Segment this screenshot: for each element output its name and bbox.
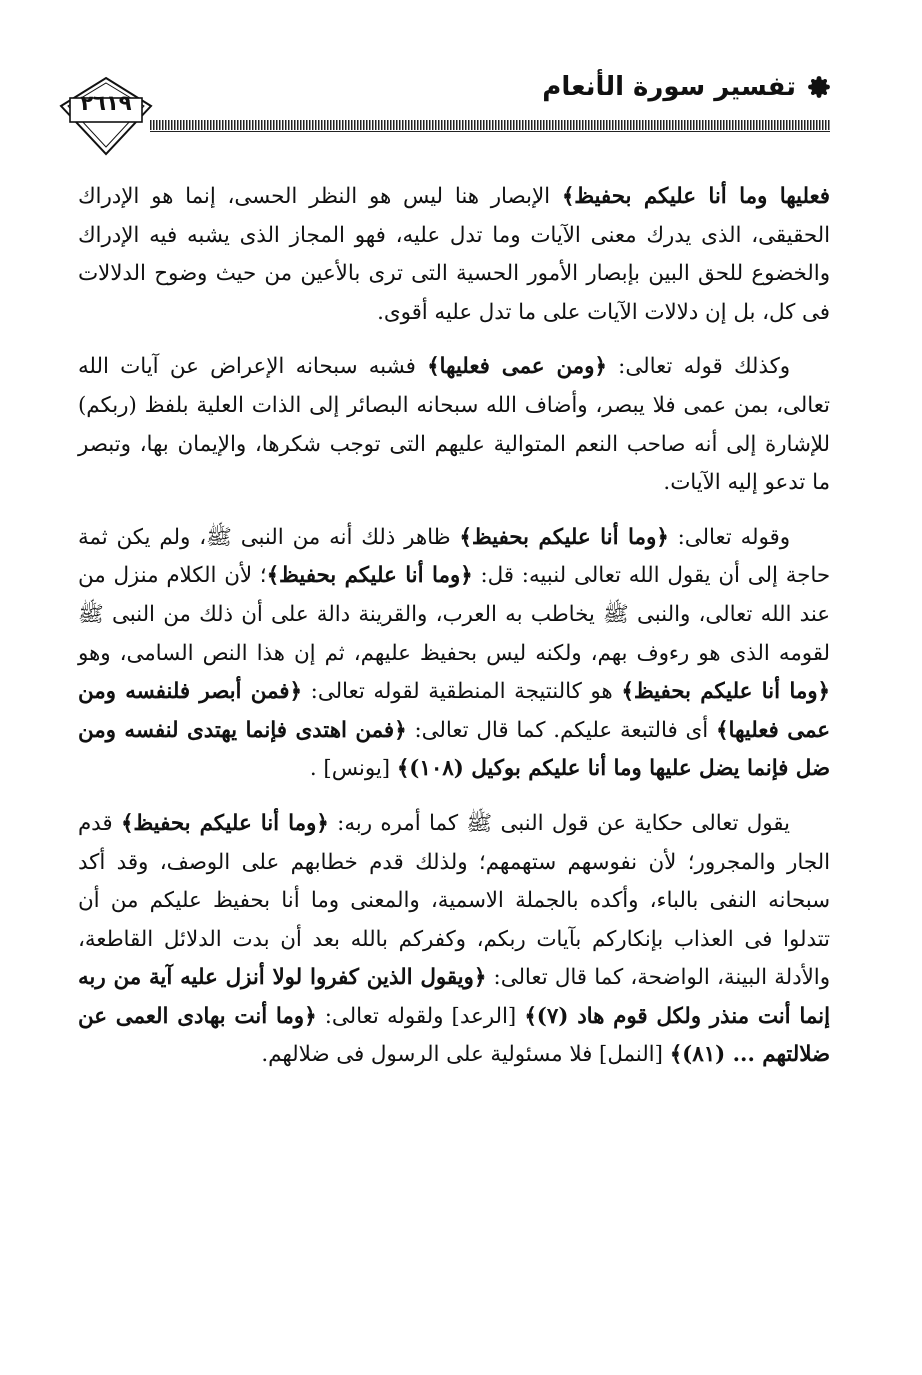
quran-verse: ﴿وما أنا عليكم بحفيظ﴾ [266,563,473,589]
commentary-text: ظاهر ذلك أنه من النبى ﷺ، ولم يكن ثمة حاجة إلى أن يقول الله تعالى لنبيه: قل: [78,524,830,589]
paragraph [78,519,830,789]
commentary-text: [الرعد] ولقوله تعالى: [316,1003,525,1029]
page-number: ٢٦١٩ [80,91,132,115]
commentary-text: أى فالتبعة عليكم. كما قال تعالى: [406,717,716,743]
commentary-text: وكذلك قوله تعالى: [606,354,791,380]
commentary-text: يقول تعالى حكاية عن قول النبى ﷺ كما أمره ربه: [328,810,790,836]
header-title-group [542,72,830,102]
quran-verse: ﴿ويقول الذين كفروا لولا أنزل عليه آية من ربه إنما أنت منذر ولكل قوم هاد (٧)﴾ [78,965,831,1029]
paragraph [78,348,830,502]
quran-verse: فعليها وما أنا عليكم بحفيظ﴾ [561,184,830,209]
flower-ornament-icon [808,76,830,98]
paragraph [78,805,830,1075]
commentary-text: [يونس] . [309,756,397,782]
commentary-text: [النمل] فلا مسئولية على الرسول فى ضلالهم. [261,1042,670,1068]
quran-verse: ﴿ومن عمى فعليها﴾ [427,354,607,380]
quran-verse: ﴿وما أنا عليكم بحفيظ﴾ [621,679,830,705]
quran-verse: ﴿وما أنا عليكم بحفيظ﴾ [120,810,329,836]
header-rule [150,120,830,130]
commentary-text: هو كالنتيجة المنطقية لقوله تعالى: [301,679,622,705]
page-header [58,62,830,162]
commentary-text: فشبه سبحانه الإعراض عن آيات الله تعالى، بمن عمى فلا يبصر، وأضاف الله سبحانه البصائر إلى الذات العلية بلفظ (ربكم) للإشارة إلى أنه صاحب النعم المتوالية عليهم التى توجب شكرها، والإيمان بها، وتبصر ما تدعو إليه الآيات. [78,354,830,496]
commentary-text: ؛ لأن الكلام منزل من عند الله تعالى، والنبى ﷺ يخاطب به العرب، والقرينة دالة على أن ذلك من النبى ﷺ لقومه الذى هو رءوف بهم، ولكنه ليس بحفيظ عليهم، ثم إن هذا النص السامى، وهو [78,563,830,666]
quran-verse: ﴿فمن اهتدى فإنما يهتدى لنفسه ومن ضل فإنما يضل عليها وما أنا عليكم بوكيل (١٠٨)﴾ [78,717,830,782]
page-body-text [78,178,830,1075]
surah-title: تفسير سورة الأنعام [542,72,796,102]
quran-verse: ﴿وما أنت بهادى العمى عن ضلالتهم ... (٨١)﴾ [78,1003,830,1068]
header-rule-thin [150,131,830,132]
commentary-text: الإبصار هنا ليس هو النظر الحسى، إنما هو الإدراك الحقيقى، الذى يدرك معنى الآيات وما تدل عليه، فهو المجاز الذى يشبه فيه الإدراك والخضوع للحق البين بإبصار الأمور الحسية التى ترى بالأعين من حيث وضوح الدلالات فى كل، بل إن دلالات الآيات على ما تدل عليه أقوى. [78,184,830,325]
commentary-text: قدم الجار والمجرور؛ لأن نفوسهم ستهمهم؛ ولذلك قدم خطابهم على الوصف، وقد أكد سبحانه النفى بالباء، وأكده بالجملة الاسمية، والمعنى وما أنا بحفيظ عليكم من أن تتدلوا فى العذاب بإنكاركم بآيات ربكم، وكفركم بالله بعد أن بدت الدلائل القاطعة، والأدلة البينة، الواضحة، كما قال تعالى: [78,810,830,991]
quran-verse: ﴿فمن أبصر فلنفسه ومن عمى فعليها﴾ [78,679,830,743]
paragraph [78,178,830,332]
commentary-text: وقوله تعالى: [668,524,790,550]
quran-verse: ﴿وما أنا عليكم بحفيظ﴾ [459,524,669,550]
page-number-frame-icon [58,76,154,156]
